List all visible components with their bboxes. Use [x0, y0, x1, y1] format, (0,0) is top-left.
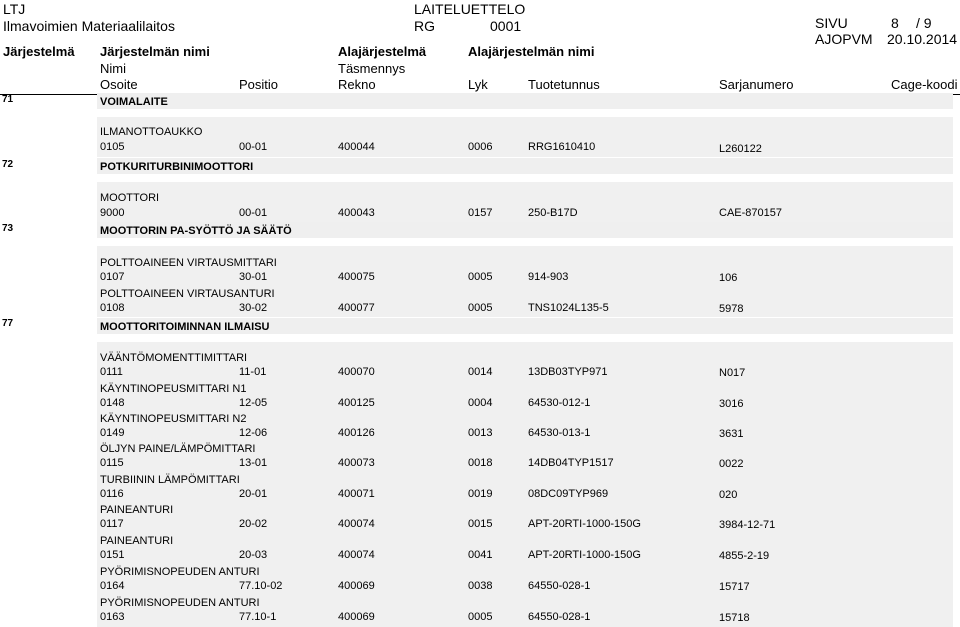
col-name: Nimi — [100, 61, 126, 76]
item-serial: 0022 — [719, 458, 744, 470]
item-name: PYÖRIMISNOPEUDEN ANTURI — [100, 566, 260, 578]
item-lyk: 0038 — [468, 580, 493, 592]
item-lyk: 0018 — [468, 457, 493, 469]
item-lyk: 0005 — [468, 302, 493, 314]
col-rekno: Rekno — [338, 77, 376, 92]
item-rekno: 400070 — [338, 366, 375, 378]
item-address: 0117 — [100, 518, 124, 530]
item-serial: 3631 — [719, 428, 744, 440]
item-rekno: 400074 — [338, 549, 375, 561]
item-address: 0149 — [100, 427, 125, 439]
group-header — [97, 158, 953, 174]
item-address: 9000 — [100, 207, 125, 219]
item-serial: CAE-870157 — [719, 207, 782, 219]
item-name: ÖLJYN PAINE/LÄMPÖMITTARI — [100, 443, 256, 455]
group-header — [97, 222, 953, 238]
item-rekno: 400069 — [338, 611, 375, 623]
rg-value: 0001 — [490, 18, 522, 34]
col-address: Osoite — [100, 77, 138, 92]
page-label: SIVU — [815, 15, 848, 31]
item-address: 0151 — [100, 549, 125, 561]
group-header — [97, 318, 953, 334]
run-date-value: 20.10.2014 — [887, 31, 958, 47]
item-rekno: 400069 — [338, 580, 375, 592]
item-product: 64530-012-1 — [528, 397, 591, 409]
item-rekno: 400071 — [338, 488, 375, 500]
item-serial: 5978 — [719, 303, 744, 315]
item-lyk: 0006 — [468, 141, 493, 153]
item-position: 20-02 — [239, 518, 268, 530]
item-panel — [97, 117, 953, 157]
item-rekno: 400044 — [338, 141, 375, 153]
item-rekno: 400077 — [338, 302, 375, 314]
item-address: 0164 — [100, 580, 125, 592]
item-position: 13-01 — [239, 457, 268, 469]
page-total: / 9 — [916, 15, 932, 31]
item-lyk: 0015 — [468, 518, 493, 530]
item-address: 0105 — [100, 141, 125, 153]
item-lyk: 0014 — [468, 366, 493, 378]
item-name: VÄÄNTÖMOMENTTIMITTARI — [100, 352, 248, 364]
group-number: 71 — [2, 94, 14, 105]
group-number: 73 — [2, 223, 14, 234]
item-name: POLTTOAINEEN VIRTAUSMITTARI — [100, 257, 277, 269]
item-product: 13DB03TYP971 — [528, 366, 608, 378]
item-name: PAINEANTURI — [100, 535, 174, 547]
item-serial: 4855-2-19 — [719, 550, 770, 562]
item-position: 77.10-02 — [239, 580, 283, 592]
item-panel — [97, 182, 953, 222]
group-name: MOOTTORIN PA-SYÖTTÖ JA SÄÄTÖ — [100, 225, 292, 237]
item-rekno: 400075 — [338, 271, 375, 283]
item-product: APT-20RTI-1000-150G — [528, 518, 641, 530]
item-position: 30-01 — [239, 271, 268, 283]
item-serial: 106 — [719, 272, 738, 284]
item-panel — [97, 342, 953, 627]
run-date-label: AJOPVM — [815, 31, 873, 47]
item-position: 20-03 — [239, 549, 268, 561]
item-product: 914-903 — [528, 271, 569, 283]
rg-label: RG — [414, 18, 435, 34]
item-product: 250-B17D — [528, 207, 578, 219]
item-serial: 3984-12-71 — [719, 519, 776, 531]
item-position: 30-02 — [239, 302, 268, 314]
item-product: 64550-028-1 — [528, 611, 591, 623]
item-rekno: 400074 — [338, 518, 375, 530]
item-product: 08DC09TYP969 — [528, 488, 609, 500]
col-cage: Cage-koodi — [891, 77, 958, 92]
organization-name: Ilmavoimien Materiaalilaitos — [3, 18, 175, 34]
item-lyk: 0005 — [468, 611, 493, 623]
item-lyk: 0041 — [468, 549, 493, 561]
item-position: 11-01 — [239, 366, 267, 378]
item-address: 0111 — [100, 366, 123, 378]
item-position: 00-01 — [239, 207, 268, 219]
item-serial: 020 — [719, 489, 738, 501]
item-address: 0116 — [100, 488, 124, 500]
item-lyk: 0019 — [468, 488, 493, 500]
group-header — [97, 93, 953, 109]
item-rekno: 400126 — [338, 427, 375, 439]
col-subsystem: Alajärjestelmä — [338, 44, 427, 59]
item-panel — [97, 246, 953, 317]
group-name: POTKURITURBINIMOOTTORI — [100, 161, 254, 173]
item-position: 20-01 — [239, 488, 268, 500]
item-rekno: 400043 — [338, 207, 375, 219]
report-title: LAITELUETTELO — [414, 1, 526, 17]
item-serial: 15717 — [719, 581, 750, 593]
item-name: PYÖRIMISNOPEUDEN ANTURI — [100, 597, 260, 609]
item-rekno: 400125 — [338, 397, 375, 409]
col-serial: Sarjanumero — [719, 77, 794, 92]
col-system: Järjestelmä — [3, 44, 75, 59]
group-name: VOIMALAITE — [100, 96, 168, 108]
item-address: 0108 — [100, 302, 125, 314]
app-name: LTJ — [3, 1, 26, 17]
col-subsystem-name: Alajärjestelmän nimi — [468, 44, 595, 59]
col-system-name: Järjestelmän nimi — [100, 44, 210, 59]
item-product: TNS1024L135-5 — [528, 302, 609, 314]
item-position: 77.10-1 — [239, 611, 277, 623]
item-name: POLTTOAINEEN VIRTAUSANTURI — [100, 288, 275, 300]
item-position: 00-01 — [239, 141, 268, 153]
item-address: 0148 — [100, 397, 125, 409]
item-position: 12-06 — [239, 427, 268, 439]
item-serial: 3016 — [719, 398, 744, 410]
col-product-code: Tuotetunnus — [528, 77, 600, 92]
item-name: ILMANOTTOAUKKO — [100, 126, 203, 138]
col-lyk: Lyk — [468, 77, 488, 92]
item-name: MOOTTORI — [100, 192, 160, 204]
item-name: PAINEANTURI — [100, 504, 174, 516]
item-rekno: 400073 — [338, 457, 375, 469]
item-lyk: 0004 — [468, 397, 493, 409]
item-name: TURBIININ LÄMPÖMITTARI — [100, 474, 240, 486]
item-serial: 15718 — [719, 612, 750, 624]
item-address: 0107 — [100, 271, 125, 283]
item-lyk: 0005 — [468, 271, 493, 283]
item-position: 12-05 — [239, 397, 268, 409]
page-number: 8 — [891, 15, 899, 31]
item-address: 0115 — [100, 457, 124, 469]
item-lyk: 0013 — [468, 427, 493, 439]
item-name: KÄYNTINOPEUSMITTARI N1 — [100, 383, 247, 395]
item-name: KÄYNTINOPEUSMITTARI N2 — [100, 413, 247, 425]
col-position: Positio — [239, 77, 279, 92]
item-product: 64530-013-1 — [528, 427, 591, 439]
item-product: RRG1610410 — [528, 141, 596, 153]
item-product: 14DB04TYP1517 — [528, 457, 614, 469]
group-name: MOOTTORITOIMINNAN ILMAISU — [100, 321, 270, 333]
item-serial: L260122 — [719, 143, 762, 155]
group-number: 72 — [2, 159, 14, 170]
item-product: APT-20RTI-1000-150G — [528, 549, 641, 561]
item-product: 64550-028-1 — [528, 580, 591, 592]
group-number: 77 — [2, 318, 14, 329]
item-lyk: 0157 — [468, 207, 493, 219]
item-serial: N017 — [719, 367, 746, 379]
item-address: 0163 — [100, 611, 125, 623]
col-specifier: Täsmennys — [338, 61, 406, 76]
